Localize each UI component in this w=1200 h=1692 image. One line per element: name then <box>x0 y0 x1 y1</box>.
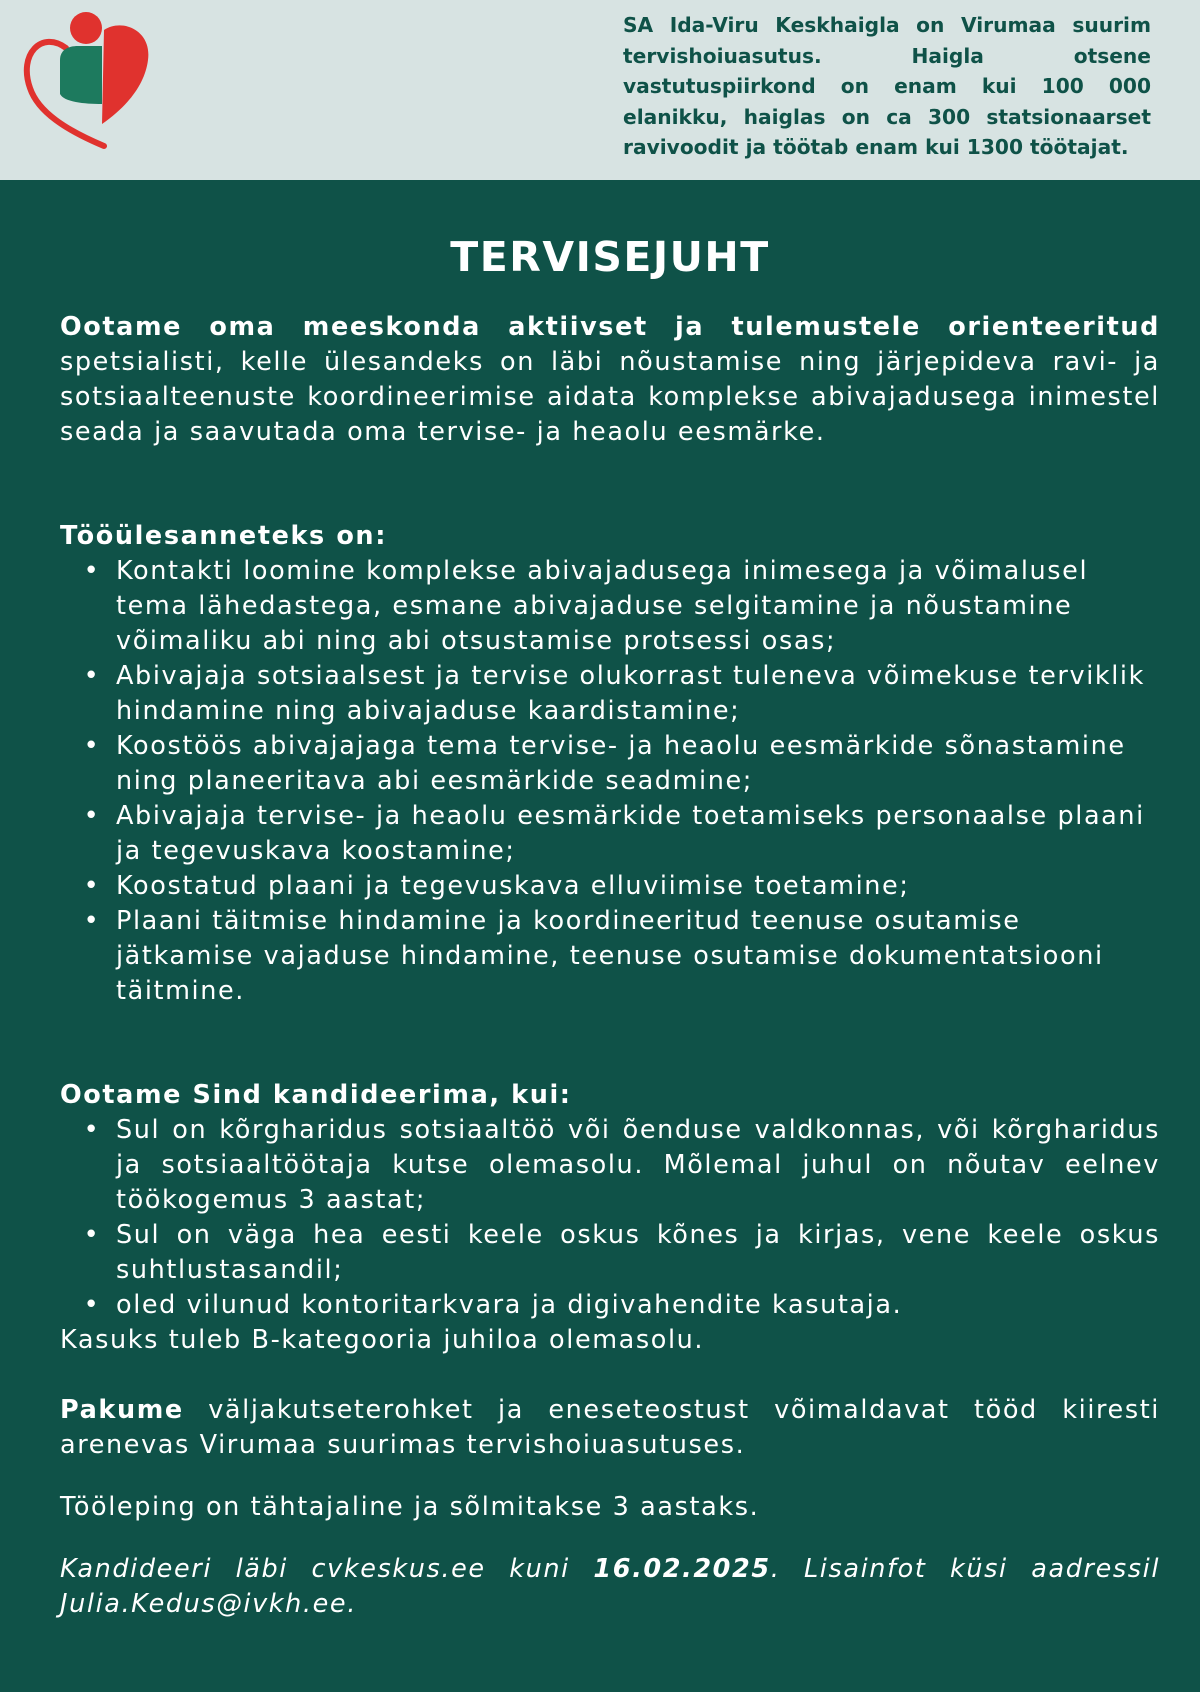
list-item <box>60 799 1160 869</box>
main-panel <box>0 180 1200 1692</box>
job-content <box>60 232 1160 1622</box>
bullet-icon: • <box>83 906 101 936</box>
job-lead-rest: spetsialisti, kelle ülesandeks on läbi nõustamise ning järjepideva ravi- ja sotsiaalteenuste koordineerimise aidata komplekse abivajadusega inimestel seada ja saavutada oma tervise- ja heaolu eesmärke. <box>60 347 1160 447</box>
qualification-text: oled vilunud kontoritarkvara ja digivahendite kasutaja. <box>116 1290 903 1320</box>
apply-after: . Lisainfot küsi aadressil Julia.Kedus@ivkh.ee. <box>60 1554 1161 1619</box>
duty-text: Abivajaja sotsiaalsest ja tervise olukorrast tuleneva võimekuse terviklik hindamine ning abivajaduse kaardistamine; <box>116 661 1145 726</box>
bullet-icon: • <box>83 1290 101 1320</box>
job-lead-paragraph <box>60 310 1160 450</box>
qualifications-heading: Ootame Sind kandideerima, kui: <box>60 1080 572 1110</box>
apply-before: Kandideeri läbi cvkeskus.ee kuni <box>60 1554 594 1584</box>
list-item <box>60 1113 1160 1218</box>
hospital-heart-logo-icon <box>22 8 152 158</box>
list-item <box>60 904 1160 1009</box>
bullet-icon: • <box>83 801 101 831</box>
qualification-text: Sul on väga hea eesti keele oskus kõnes ja kirjas, vene keele oskus suhtlustasandil; <box>116 1220 1160 1285</box>
driving-license-note: Kasuks tuleb B-kategooria juhiloa olemasolu. <box>60 1325 705 1355</box>
bullet-icon: • <box>83 731 101 761</box>
job-lead-strong: Ootame oma meeskonda aktiivset ja tulemustele orienteeritud <box>60 312 1160 342</box>
hospital-intro-text: SA Ida-Viru Keskhaigla on Virumaa suurim tervishoiuasutus. Haigla otsene vastutuspiirkond on enam kui 100 000 elanikku, haiglas on ca 300 statsionaarset ravivoodit ja töötab enam kui 1300 töötajat. <box>623 13 1151 159</box>
duty-text: Kontakti loomine komplekse abivajadusega inimesega ja võimalusel tema lähedastega, esmane abivajaduse selgitamine ja nõustamine võimaliku abi ning abi otsustamise protsessi osas; <box>116 556 1089 656</box>
duty-text: Koostöös abivajajaga tema tervise- ja heaolu eesmärkide sõnastamine ning planeeritava abi eesmärkide seadmine; <box>116 731 1126 796</box>
duty-text: Abivajaja tervise- ja heaolu eesmärkide toetamiseks personaalse plaani ja tegevuskava koostamine; <box>116 801 1145 866</box>
header-band <box>0 0 1200 180</box>
apply-paragraph <box>60 1552 1160 1622</box>
duty-text: Plaani täitmise hindamine ja koordineeritud teenuse osutamise jätkamise vajaduse hindamine, teenuse osutamise dokumentatsiooni täitmine. <box>116 906 1104 1006</box>
offer-paragraph <box>60 1393 1160 1463</box>
bullet-icon: • <box>83 871 101 901</box>
list-item <box>60 869 1160 904</box>
bullet-icon: • <box>83 1220 101 1250</box>
list-item <box>60 1218 1160 1288</box>
duty-text: Koostatud plaani ja tegevuskava elluviimise toetamine; <box>116 871 910 901</box>
job-title: TERVISEJUHT <box>450 233 770 281</box>
qualifications-list <box>60 1113 1160 1323</box>
bullet-icon: • <box>83 661 101 691</box>
deadline-date: 16.02.2025 <box>593 1554 771 1584</box>
offer-strong: Pakume <box>60 1395 184 1425</box>
contract-note: Tööleping on tähtajaline ja sõlmitakse 3 aastaks. <box>60 1492 760 1522</box>
list-item <box>60 554 1160 659</box>
qualification-text: Sul on kõrgharidus sotsiaaltöö või õenduse valdkonnas, või kõrgharidus ja sotsiaaltöötaja kutse olemasolu. Mõlemal juhul on nõutav eelnev töökogemus 3 aastat; <box>116 1115 1160 1215</box>
bullet-icon: • <box>83 556 101 586</box>
list-item <box>60 659 1160 729</box>
list-item <box>60 1288 1160 1323</box>
offer-rest: väljakutseterohket ja eneseteostust võimaldavat tööd kiiresti arenevas Virumaa suurimas tervishoiuasutuses. <box>60 1395 1160 1460</box>
duties-list <box>60 554 1160 1009</box>
list-item <box>60 729 1160 799</box>
bullet-icon: • <box>83 1115 101 1145</box>
duties-heading: Tööülesanneteks on: <box>60 521 387 551</box>
